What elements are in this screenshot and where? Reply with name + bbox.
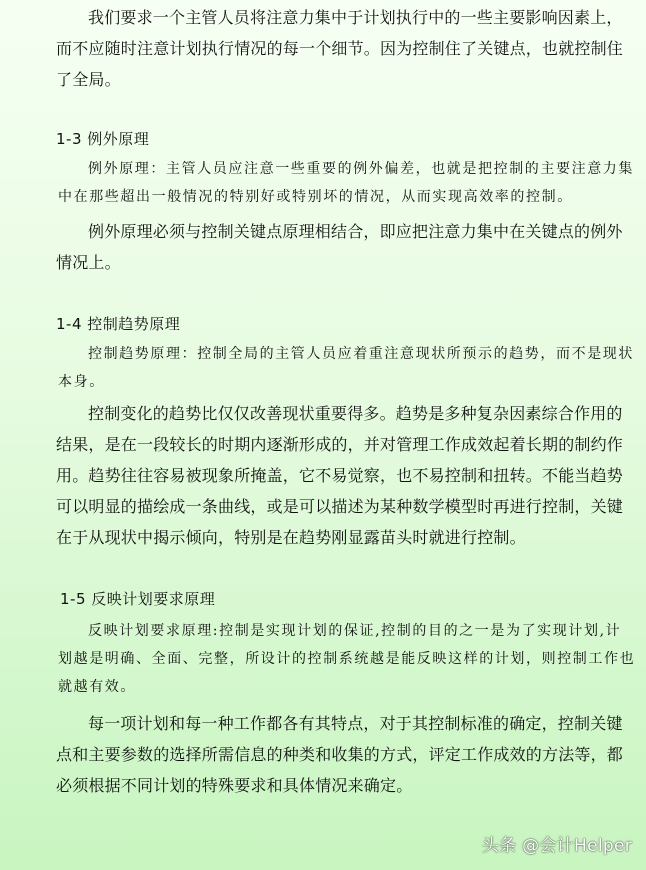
watermark-label: 头条 @会计Helper xyxy=(481,836,632,856)
section-1-5-body: 每一项计划和每一种工作都各有其特点，对于其控制标准的确定，控制关键点和主要参数的选择所需信息的种类和收集的方式，评定工作成效的方法等，都必须根据不同计划的特殊要求和具体情况来确定。 xyxy=(56,714,624,795)
section-1-3-definition: 例外原理：主管人员应注意一些重要的例外偏差，也就是把控制的主要注意力集中在那些超出一般情况的特别好或特别坏的情况，从而实现高效率的控制。 xyxy=(58,161,634,205)
section-1-3-heading: 1-3 例外原理 xyxy=(56,130,150,148)
section-1-5-definition: 反映计划要求原理:控制是实现计划的保证,控制的目的之一是为了实现计划,计划越是明确、全面、完整，所设计的控制系统越是能反映这样的计划，则控制工作也就越有效。 xyxy=(58,623,636,695)
section-1-3-body: 例外原理必须与控制关键点原理相结合，即应把注意力集中在关键点的例外情况上。 xyxy=(56,222,623,272)
section-1-4-heading: 1-4 控制趋势原理 xyxy=(56,315,181,333)
section-1-4-body: 控制变化的趋势比仅仅改善现状重要得多。趋势是多种复杂因素综合作用的结果，是在一段较长的时期内逐渐形成的，并对管理工作成效起着长期的制约作用。趋势往往容易被现象所掩盖，它不易觉察，也不易控制和扭转。不能当趋势可以明显的描绘成一条曲线，或是可以描述为某种数学模型时再进行控制，关键在于从现状中揭示倾向，特别是在趋势刚显露苗头时就进行控制。 xyxy=(56,404,624,547)
section-1-4-definition: 控制趋势原理：控制全局的主管人员应着重注意现状所预示的趋势，而不是现状本身。 xyxy=(58,346,634,390)
intro-paragraph: 我们要求一个主管人员将注意力集中于计划执行中的一些主要影响因素上，而不应随时注意计划执行情况的每一个细节。因为控制住了关键点，也就控制住了全局。 xyxy=(56,8,624,89)
section-1-5-heading: 1-5 反映计划要求原理 xyxy=(60,590,216,608)
